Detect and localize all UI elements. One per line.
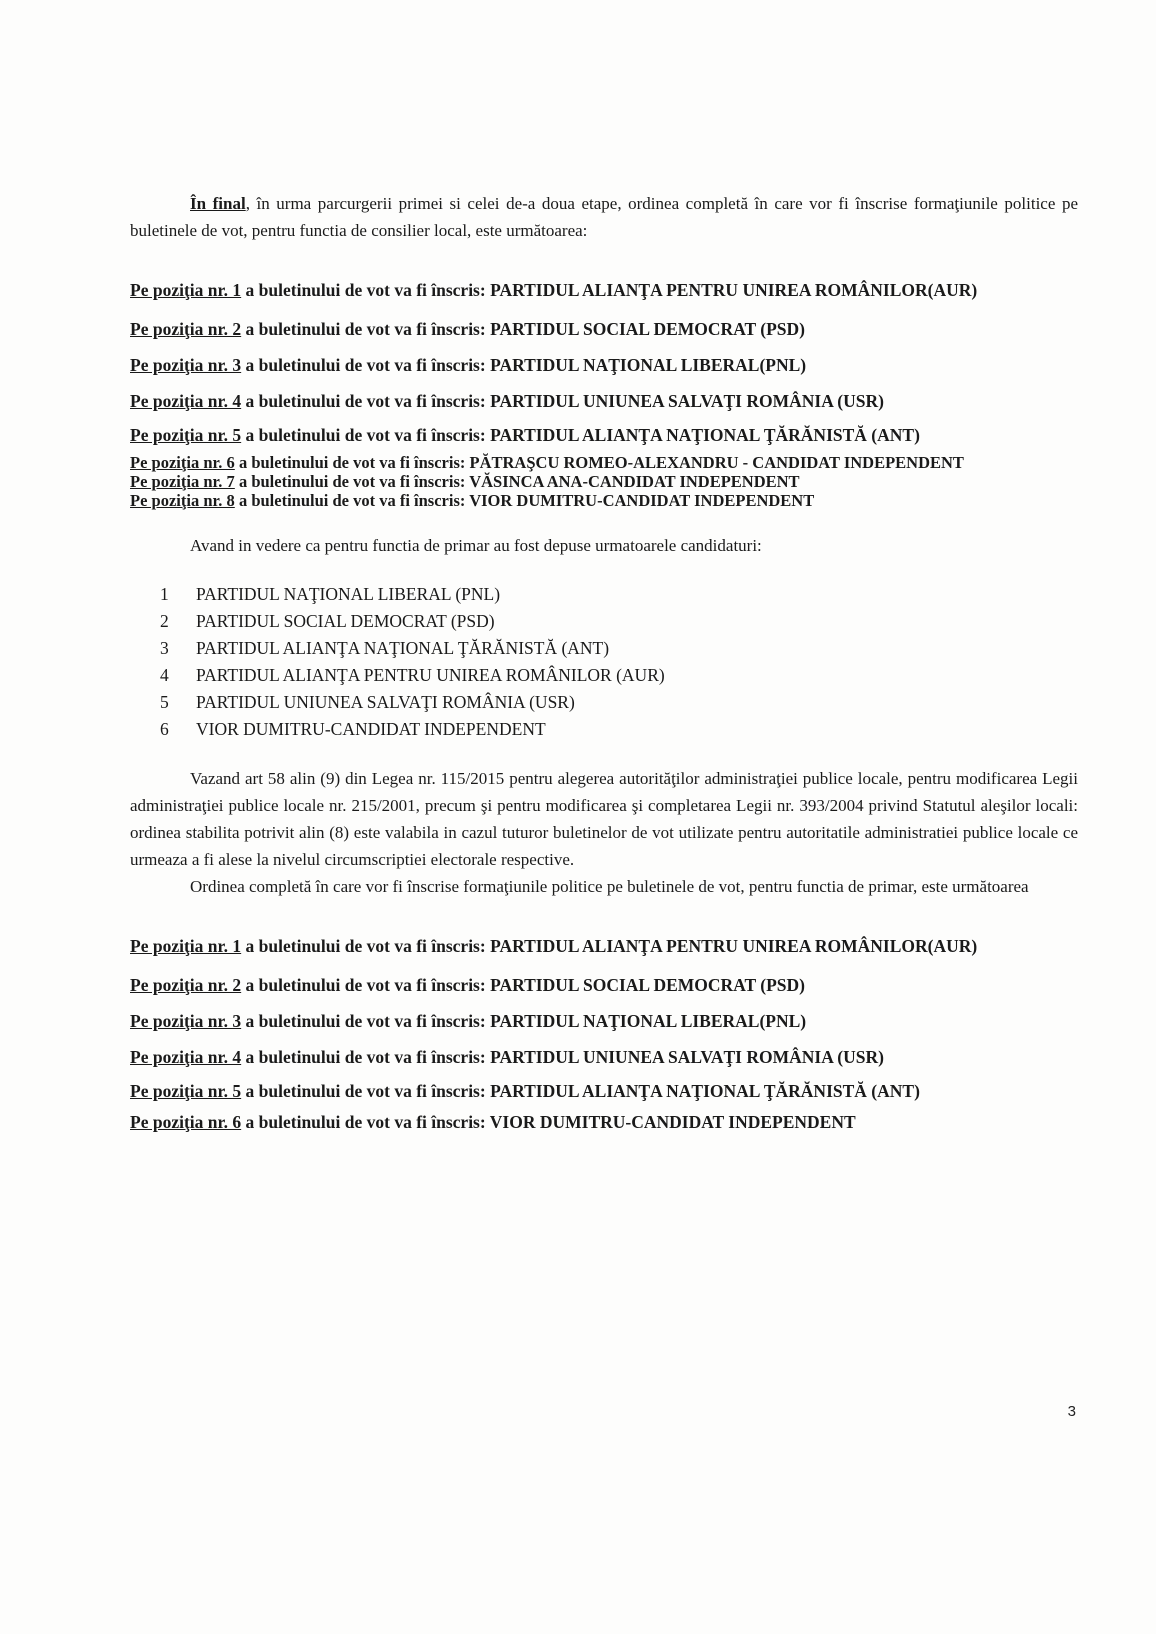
entry-value: PARTIDUL UNIUNEA SALVAŢI ROMÂNIA (USR) xyxy=(490,1047,884,1067)
list-item-number: 1 xyxy=(160,584,169,604)
entry-label: Pe poziţia nr. 2 xyxy=(130,975,242,995)
entry-phrase: a buletinului de vot va fi înscris: xyxy=(241,1112,490,1132)
entry-phrase: a buletinului de vot va fi înscris: xyxy=(241,1047,491,1067)
entry-value: PARTIDUL NAŢIONAL LIBERAL(PNL) xyxy=(490,355,807,375)
list-item-name: PARTIDUL SOCIAL DEMOCRAT (PSD) xyxy=(196,611,495,631)
list-item-name: PARTIDUL ALIANŢA NAŢIONAL ŢĂRĂNISTĂ (ANT) xyxy=(196,638,610,658)
entry-phrase: a buletinului de vot va fi înscris: xyxy=(241,975,491,995)
primar-entry xyxy=(130,970,1078,1000)
entry-label: Pe poziţia nr. 3 xyxy=(130,1011,242,1031)
legal-paragraph: Vazand art 58 alin (9) din Legea nr. 115/2015 pentru alegerea autorităţilor administraţiei publice locale, pentru modificarea Legii administraţiei publice locale nr. 215/2001, precum şi pentru modificarea şi completarea Legii nr. 393/2004 privind Statutul aleşilor locali: ordinea stabilita potrivit alin (8) este valabila in cazul tuturor buletinelor de vot utilizate pentru autoritatile administratiei publice locale ce urmeaza a fi alese la nivelul circumscriptiei electorale respective. xyxy=(130,769,1078,869)
list-item xyxy=(160,689,1078,716)
entry-label: Pe poziţia nr. 4 xyxy=(130,391,242,411)
consilier-entry xyxy=(130,453,1078,472)
entry-label: Pe poziţia nr. 4 xyxy=(130,1047,242,1067)
entry-phrase: a buletinului de vot va fi înscris: xyxy=(241,425,491,445)
primar-candidates-list xyxy=(130,581,1078,743)
entry-phrase: a buletinului de vot va fi înscris: xyxy=(234,453,470,472)
primar-order-paragraph: Ordinea completă în care vor fi înscrise formaţiunile politice pe buletinele de vot, pentru functia de primar, este următoarea xyxy=(190,877,1029,896)
list-item xyxy=(160,635,1078,662)
primar-entry xyxy=(130,1078,1078,1105)
entry-label: Pe poziţia nr. 6 xyxy=(130,453,235,472)
list-item-name: PARTIDUL NAŢIONAL LIBERAL (PNL) xyxy=(196,584,501,604)
entry-label: Pe poziţia nr. 5 xyxy=(130,425,242,445)
list-item xyxy=(160,662,1078,689)
list-item-name: PARTIDUL ALIANŢA PENTRU UNIREA ROMÂNILOR (AUR) xyxy=(196,665,665,685)
entry-label: Pe poziţia nr. 3 xyxy=(130,355,242,375)
intro-lead: În final xyxy=(190,194,246,213)
entry-phrase: a buletinului de vot va fi înscris: xyxy=(234,472,470,491)
list-item-number: 3 xyxy=(160,638,169,658)
consilier-entry xyxy=(130,350,1078,380)
primar-entry xyxy=(130,1107,1078,1137)
entry-value: PARTIDUL SOCIAL DEMOCRAT (PSD) xyxy=(490,975,805,995)
primar-order-list xyxy=(130,926,1078,1137)
intro-text: , în urma parcurgerii primei si celei de-a doua etape, ordinea completă în care vor fi înscrise formaţiunile politice pe buletinele de vot, pentru functia de consilier local, este următoarea: xyxy=(130,194,1079,240)
list-item xyxy=(160,716,1078,743)
entry-phrase: a buletinului de vot va fi înscris: xyxy=(241,1011,491,1031)
page-number: 3 xyxy=(1067,1403,1076,1420)
consilier-order-list xyxy=(130,270,1078,510)
entry-value: VIOR DUMITRU-CANDIDAT INDEPENDENT xyxy=(469,491,815,510)
entry-label: Pe poziţia nr. 8 xyxy=(130,491,235,510)
primar-entry xyxy=(130,1006,1078,1036)
entry-label: Pe poziţia nr. 7 xyxy=(130,472,235,491)
entry-value: PARTIDUL ALIANŢA NAŢIONAL ŢĂRĂNISTĂ (ANT) xyxy=(490,425,920,445)
entry-value: PARTIDUL ALIANŢA PENTRU UNIREA ROMÂNILOR(AUR) xyxy=(490,280,978,300)
document-content xyxy=(130,190,1078,1137)
list-item-name: PARTIDUL UNIUNEA SALVAŢI ROMÂNIA (USR) xyxy=(196,692,575,712)
entry-value: VĂSINCA ANA-CANDIDAT INDEPENDENT xyxy=(469,472,800,491)
entry-phrase: a buletinului de vot va fi înscris: xyxy=(241,1081,491,1101)
list-item xyxy=(160,608,1078,635)
entry-phrase: a buletinului de vot va fi înscris: xyxy=(241,355,491,375)
entry-phrase: a buletinului de vot va fi înscris: xyxy=(241,391,491,411)
entry-value: PARTIDUL SOCIAL DEMOCRAT (PSD) xyxy=(490,319,805,339)
list-item-number: 5 xyxy=(160,692,169,712)
entry-value: PARTIDUL ALIANŢA NAŢIONAL ŢĂRĂNISTĂ (ANT) xyxy=(490,1081,920,1101)
entry-phrase: a buletinului de vot va fi înscris: xyxy=(234,491,470,510)
consilier-entry xyxy=(130,472,1078,491)
entry-label: Pe poziţia nr. 2 xyxy=(130,319,242,339)
entry-phrase: a buletinului de vot va fi înscris: xyxy=(241,280,491,300)
list-item-name: VIOR DUMITRU-CANDIDAT INDEPENDENT xyxy=(196,719,546,739)
entry-value: PĂTRAŞCU ROMEO-ALEXANDRU - CANDIDAT INDEPENDENT xyxy=(469,453,964,472)
consilier-entry xyxy=(130,422,1078,449)
entry-label: Pe poziţia nr. 1 xyxy=(130,936,242,956)
consilier-entry xyxy=(130,491,1078,510)
entry-value: PARTIDUL NAŢIONAL LIBERAL(PNL) xyxy=(490,1011,807,1031)
primar-entry xyxy=(130,926,1078,966)
consilier-entry xyxy=(130,386,1078,416)
primar-intro: Avand in vedere ca pentru functia de primar au fost depuse urmatoarele candidaturi: xyxy=(190,536,762,555)
list-item xyxy=(160,581,1078,608)
entry-value: VIOR DUMITRU-CANDIDAT INDEPENDENT xyxy=(489,1112,856,1132)
primar-entry xyxy=(130,1042,1078,1072)
intro-paragraph xyxy=(130,190,1078,244)
list-item-number: 2 xyxy=(160,611,169,631)
list-item-number: 6 xyxy=(160,719,169,739)
consilier-entry xyxy=(130,270,1078,310)
entry-value: PARTIDUL UNIUNEA SALVAŢI ROMÂNIA (USR) xyxy=(490,391,884,411)
entry-label: Pe poziţia nr. 1 xyxy=(130,280,242,300)
consilier-entry xyxy=(130,314,1078,344)
entry-phrase: a buletinului de vot va fi înscris: xyxy=(241,936,491,956)
entry-label: Pe poziţia nr. 5 xyxy=(130,1081,242,1101)
entry-value: PARTIDUL ALIANŢA PENTRU UNIREA ROMÂNILOR(AUR) xyxy=(490,936,978,956)
list-item-number: 4 xyxy=(160,665,169,685)
entry-label: Pe poziţia nr. 6 xyxy=(130,1112,242,1132)
entry-phrase: a buletinului de vot va fi înscris: xyxy=(241,319,491,339)
